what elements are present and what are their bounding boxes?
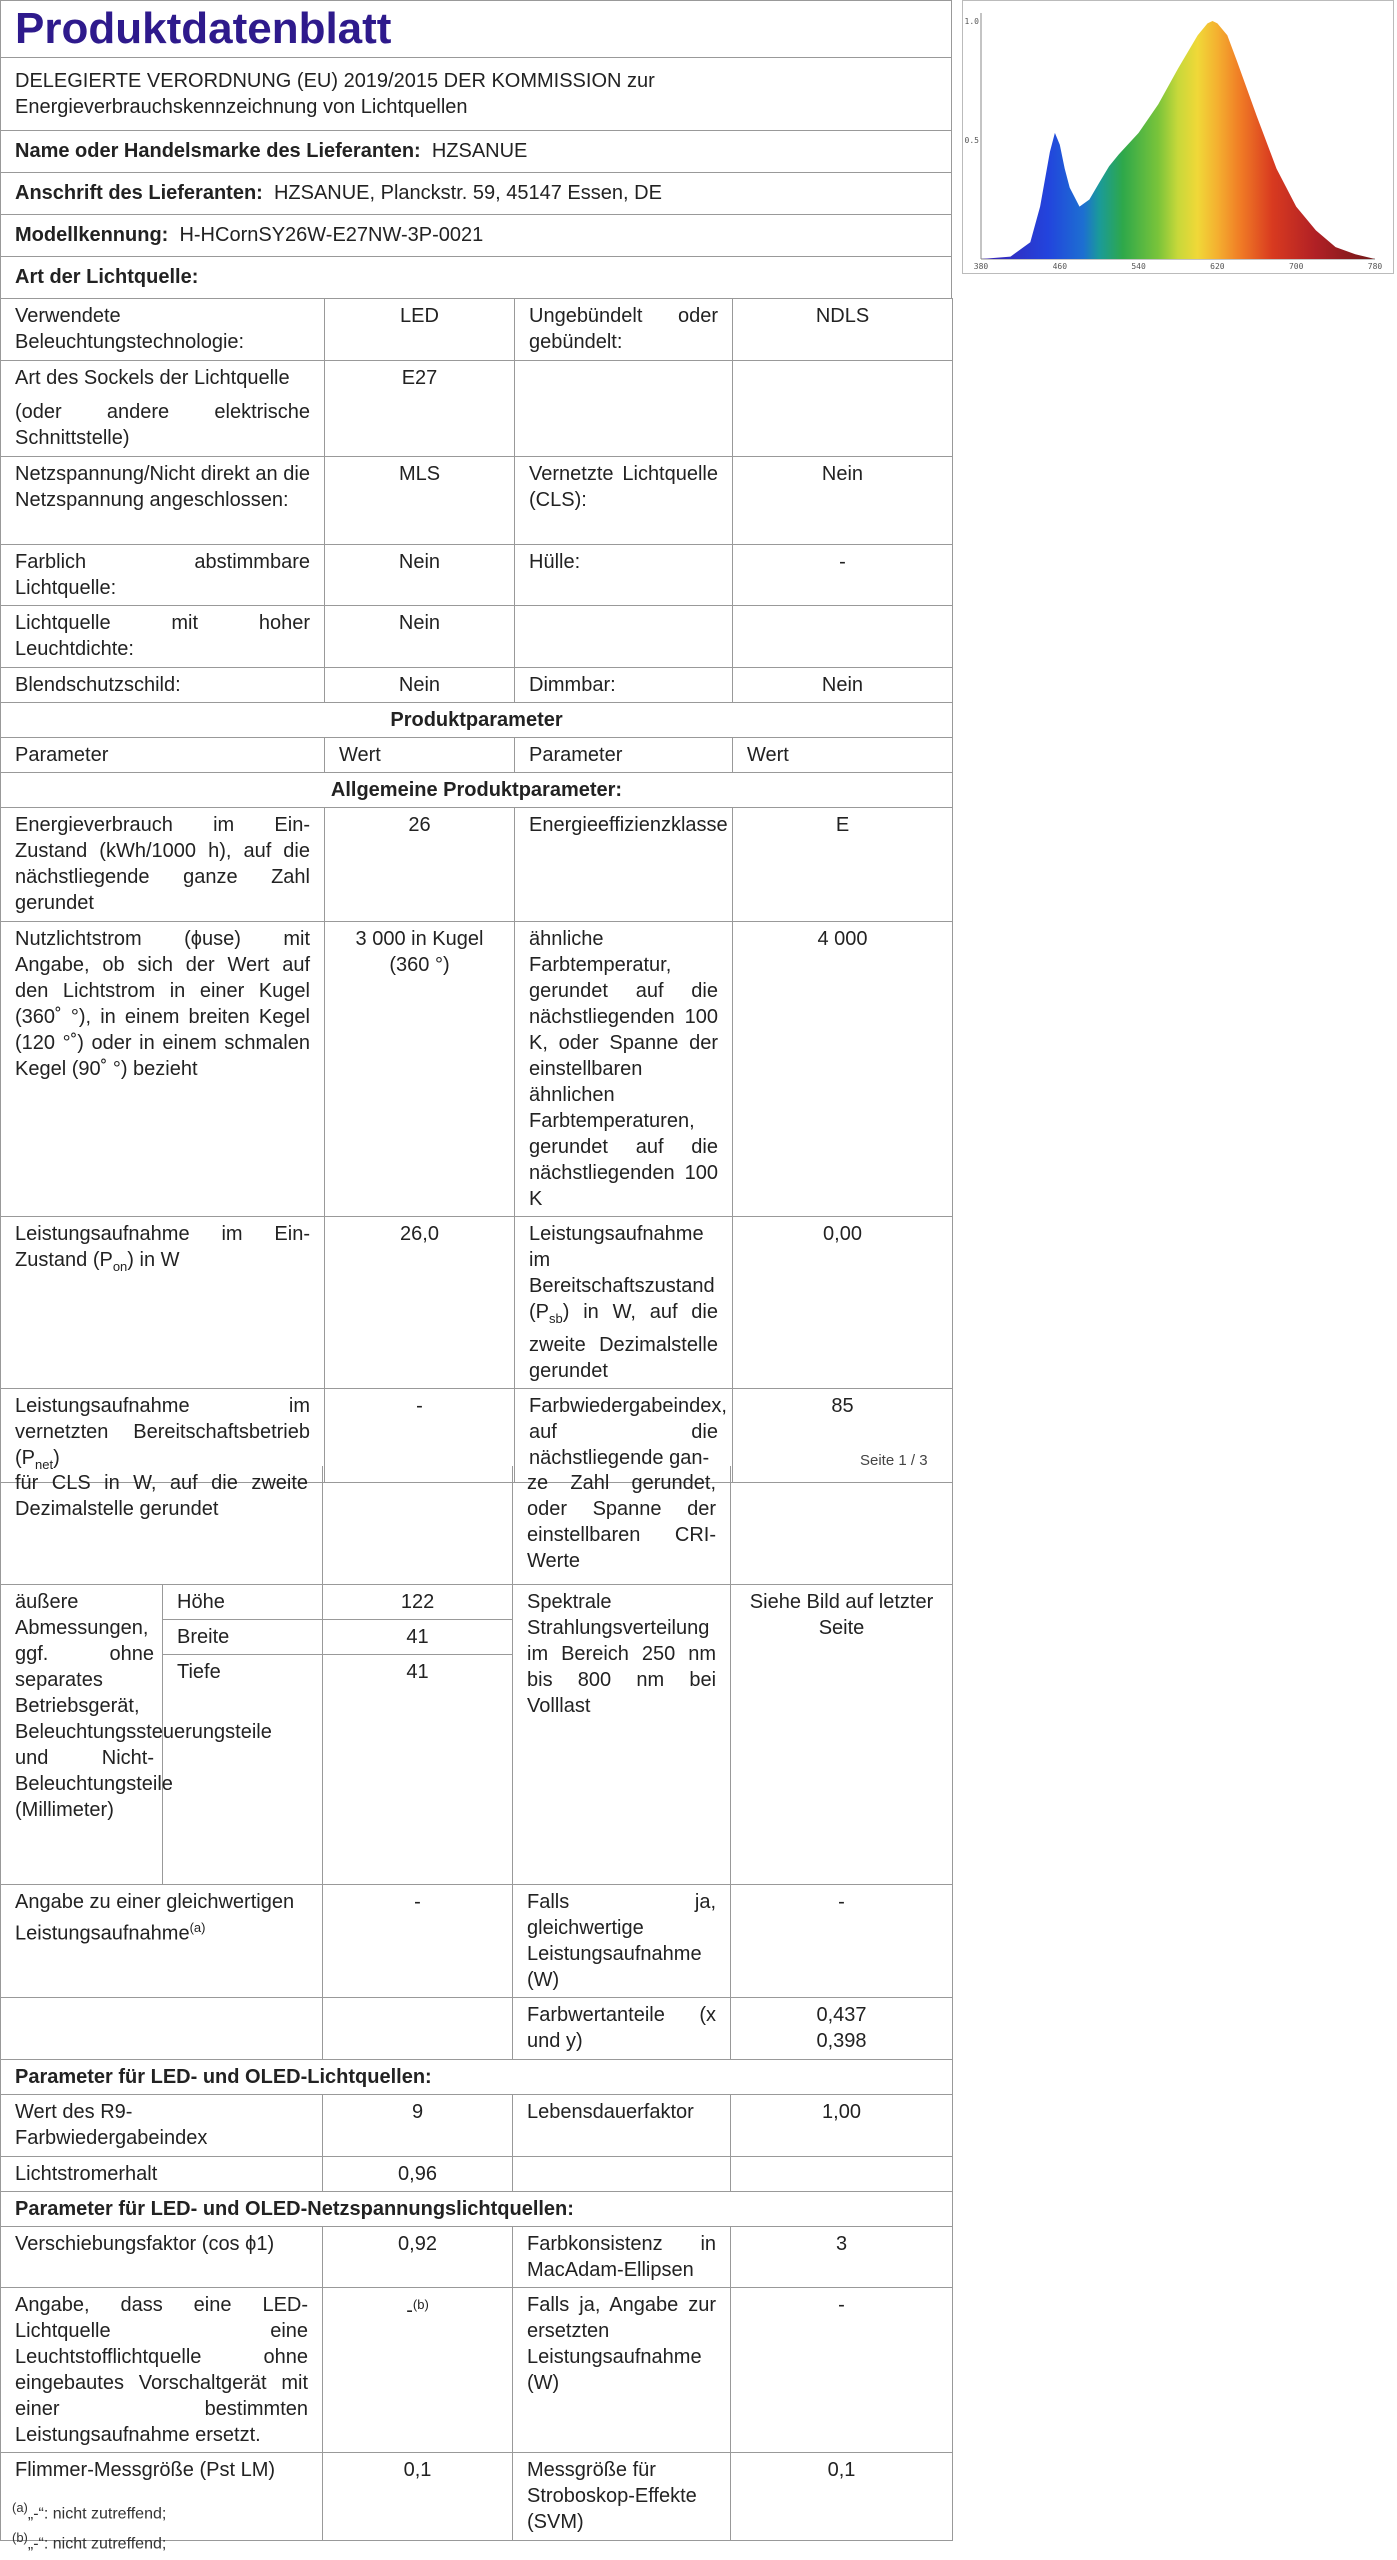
table-row — [1, 1884, 953, 1997]
table-row — [1, 1466, 953, 1584]
replace-power-label: Falls ja, Angabe zur ersetzten Leistungsaufnahme (W) — [513, 2287, 731, 2452]
chroma-y: 0,398 — [816, 2029, 867, 2052]
x-tick-label: 380 — [973, 262, 989, 271]
cls-label: Vernetzte Lichtquelle (CLS): — [515, 457, 733, 545]
table-row — [1, 922, 953, 1217]
flicker-label: Flimmer-Messgröße (Pst LM) — [1, 2452, 323, 2540]
table-row — [1, 361, 953, 457]
model-value: H-HCornSY26W-E27NW-3P-0021 — [179, 224, 484, 246]
glare-value: Nein — [325, 668, 515, 703]
pnet-label-continued: für CLS in W, auf die zweite Dezimalstelle gerundet — [1, 1466, 323, 1584]
empty-cell — [1, 1997, 323, 2059]
dimension-depth-label: Tiefe — [163, 1654, 323, 1884]
energy-label: Energieverbrauch im Ein-Zustand (kWh/1000 h), auf die nächstliegende ganze Zahl gerundet — [1, 808, 325, 922]
macadam-label: Farbkonsistenz in MacAdam-Ellipsen — [513, 2226, 731, 2287]
supplier-row — [1, 131, 951, 173]
y-tick-label: 1.0 — [964, 17, 979, 26]
page-one — [0, 0, 952, 1483]
psb-label: Leistungsaufnahme im Bereitschaftszustand $(P_{sb})$ in W, auf die zweite Dezimalstelle gerundet — [515, 1217, 733, 1389]
flicker-value: 0,1 — [323, 2452, 513, 2540]
table-row — [1, 2287, 953, 2452]
table-row — [1, 606, 953, 668]
cri-value: 85 — [733, 1389, 953, 1483]
empty-cell — [731, 1466, 953, 1584]
model-label: Modellkennung: — [15, 224, 169, 246]
table-row — [1, 457, 953, 545]
col-header-parameter: Parameter — [515, 738, 733, 773]
dimension-width-value: 41 — [323, 1619, 513, 1654]
socket-cell — [1, 361, 325, 457]
page-number: Seite 1 / 3 — [860, 1452, 928, 1469]
footnote-b: $^{(b)}$„-“: nicht zutreffend; — [12, 2530, 167, 2553]
pnet-label: Leistungsaufnahme im vernetzten Bereitschaftsbetrieb $(P_{net})$ — [1, 1389, 325, 1483]
empty-cell — [513, 2156, 731, 2191]
chroma-label: Farbwertanteile (x und y) — [513, 1997, 731, 2059]
type-table — [0, 298, 953, 1483]
tech-value: LED — [325, 299, 515, 361]
empty-cell — [733, 361, 953, 457]
tech-label: Verwendete Beleuchtungstechnologie: — [1, 299, 325, 361]
hld-label: Lichtquelle mit hoher Leuchtdichte: — [1, 606, 325, 668]
table-row — [1, 808, 953, 922]
replace-power-value: - — [731, 2287, 953, 2452]
replace-value: -$^{(b)}$ — [323, 2287, 513, 2452]
energy-value: 26 — [325, 808, 515, 922]
empty-cell — [515, 606, 733, 668]
table-row — [1, 2226, 953, 2287]
cri-label-continued: ze Zahl gerundet, oder Spanne der einstellbaren CRI-Werte — [513, 1466, 731, 1584]
equiv-value: - — [323, 1884, 513, 1997]
dimensions-label: äußere Abmessungen, ggf. ohne separates Betriebsgerät, Beleuchtungssteuerungsteile und Nicht-Beleuchtungsteile (Millimeter) — [1, 1584, 163, 1884]
table-row — [1, 1584, 953, 1619]
mains-label: Netzspannung/Nicht direkt an die Netzspannung angeschlossen: — [1, 457, 325, 545]
dimension-height-label: Höhe — [163, 1584, 323, 1619]
equiv-label: Angabe zu einer gleichwertigen Leistungsaufnahme$^{(a)}$ — [1, 1884, 323, 1997]
chroma-value — [731, 1997, 953, 2059]
spectrum-area — [981, 21, 1375, 259]
glare-label: Blendschutzschild: — [1, 668, 325, 703]
tunable-value: Nein — [325, 545, 515, 606]
supplier-label: Name oder Handelsmarke des Lieferanten: — [15, 140, 421, 162]
led-heading: Parameter für LED- und OLED-Lichtquellen: — [1, 2059, 953, 2094]
page-title: Produktdatenblatt — [1, 1, 951, 58]
general-heading: Allgemeine Produktparameter: — [1, 773, 953, 808]
spectrum-chart — [962, 0, 1394, 274]
x-tick-label: 780 — [1367, 262, 1383, 271]
table-row — [1, 738, 953, 773]
y-tick-label: 0.5 — [964, 136, 979, 145]
address-label: Anschrift des Lieferanten: — [15, 182, 263, 204]
table-row — [1, 1997, 953, 2059]
directional-label: Ungebündelt oder gebündelt: — [515, 299, 733, 361]
table-row — [1, 545, 953, 606]
type-heading: Art der Lichtquelle: — [15, 266, 199, 288]
dimension-height-value: 122 — [323, 1584, 513, 1619]
socket-label: Art des Sockels der Lichtquelle — [15, 367, 290, 389]
pon-value: 26,0 — [325, 1217, 515, 1389]
equiv-power-value: - — [731, 1884, 953, 1997]
col-header-value: Wert — [733, 738, 953, 773]
footnote-a: $^{(a)}$„-“: nicht zutreffend; — [12, 2500, 167, 2523]
cct-value: 4 000 — [733, 922, 953, 1217]
eff-class-label: Energieeffizienzklasse — [515, 808, 733, 922]
dimmable-label: Dimmbar: — [515, 668, 733, 703]
empty-cell — [515, 361, 733, 457]
envelope-value: - — [733, 545, 953, 606]
table-row — [1, 1217, 953, 1389]
x-tick-label: 540 — [1131, 262, 1146, 271]
spectral-value: Siehe Bild auf letzter Seite — [731, 1584, 953, 1884]
pnet-value: - — [325, 1389, 515, 1483]
life-factor-value: 1,00 — [731, 2094, 953, 2156]
empty-cell — [731, 2156, 953, 2191]
x-tick-label: 460 — [1052, 262, 1068, 271]
regulation-text: DELEGIERTE VERORDNUNG (EU) 2019/2015 DER KOMMISSION zur Energieverbrauchskennzeichnung von Lichtquellen — [1, 58, 951, 131]
psb-value: 0,00 — [733, 1217, 953, 1389]
cct-label: ähnliche Farbtemperatur, gerundet auf die nächstliegenden 100 K, oder Spanne der einstellbaren ähnlichen Farbtemperaturen, gerundet auf die nächstliegenden 100 K — [515, 922, 733, 1217]
supplier-value: HZSANUE — [431, 140, 528, 162]
page-one-continued — [0, 1466, 953, 2541]
cos-label: Verschiebungsfaktor (cos ϕ1) — [1, 2226, 323, 2287]
table-row — [1, 2191, 953, 2226]
mains-value: MLS — [325, 457, 515, 545]
spectrum-svg — [963, 1, 1393, 273]
life-factor-label: Lebensdauerfaktor — [513, 2094, 731, 2156]
x-tick-label: 700 — [1288, 262, 1304, 271]
envelope-label: Hülle: — [515, 545, 733, 606]
continued-table — [0, 1466, 953, 2541]
table-row — [1, 668, 953, 703]
cos-value: 0,92 — [323, 2226, 513, 2287]
dimension-width-label: Breite — [163, 1619, 323, 1654]
cls-value: Nein — [733, 457, 953, 545]
col-header-parameter: Parameter — [1, 738, 325, 773]
table-row — [1, 2059, 953, 2094]
tunable-label: Farblich abstimmbare Lichtquelle: — [1, 545, 325, 606]
flux-label: Nutzlichtstrom (ϕuse) mit Angabe, ob sich der Wert auf den Lichtstrom in einer Kugel (360˚ °), in einem breiten Kegel (120 °˚) oder in einem schmalen Kegel (90˚ °) bezieht — [1, 922, 325, 1217]
socket-label-note: (oder andere elektrische Schnittstelle) — [15, 401, 310, 449]
params-heading: Produktparameter — [1, 703, 953, 738]
strobe-label: Messgröße für Stroboskop-Effekte (SVM) — [513, 2452, 731, 2540]
model-row — [1, 215, 951, 257]
maintenance-label: Lichtstromerhalt — [1, 2156, 323, 2191]
r9-label: Wert des R9-Farbwiedergabeindex — [1, 2094, 323, 2156]
address-row — [1, 173, 951, 215]
empty-cell — [323, 1997, 513, 2059]
table-row — [1, 773, 953, 808]
table-row — [1, 2452, 953, 2540]
mains-heading: Parameter für LED- und OLED-Netzspannungslichtquellen: — [1, 2191, 953, 2226]
socket-value: E27 — [325, 361, 515, 457]
macadam-value: 3 — [731, 2226, 953, 2287]
chroma-x: 0,437 — [816, 2003, 867, 2026]
col-header-value: Wert — [325, 738, 515, 773]
dimension-depth-value: 41 — [323, 1654, 513, 1884]
equiv-power-label: Falls ja, gleichwertige Leistungsaufnahme (W) — [513, 1884, 731, 1997]
empty-cell — [733, 606, 953, 668]
hld-value: Nein — [325, 606, 515, 668]
address-value: HZSANUE, Planckstr. 59, 45147 Essen, DE — [273, 182, 662, 204]
empty-cell — [323, 1466, 513, 1584]
x-tick-label: 620 — [1210, 262, 1225, 271]
strobe-value: 0,1 — [731, 2452, 953, 2540]
maintenance-value: 0,96 — [323, 2156, 513, 2191]
eff-class-value: E — [733, 808, 953, 922]
dimmable-value: Nein — [733, 668, 953, 703]
pon-label: Leistungsaufnahme im Ein-Zustand $(P_{on})$ in W — [1, 1217, 325, 1389]
spectral-label: Spektrale Strahlungsverteilung im Bereich 250 nm bis 800 nm bei Volllast — [513, 1584, 731, 1884]
r9-value: 9 — [323, 2094, 513, 2156]
table-row — [1, 2094, 953, 2156]
replace-label: Angabe, dass eine LED-Lichtquelle eine Leuchtstofflichtquelle ohne eingebautes Vorschaltgerät mit einer bestimmten Leistungsaufnahme ersetzt. — [1, 2287, 323, 2452]
table-row — [1, 299, 953, 361]
flux-value: 3 000 in Kugel (360 °) — [325, 922, 515, 1217]
table-row — [1, 703, 953, 738]
directional-value: NDLS — [733, 299, 953, 361]
cri-label: Farbwiedergabeindex, auf die nächstliegende gan- — [515, 1389, 733, 1483]
table-row — [1, 2156, 953, 2191]
